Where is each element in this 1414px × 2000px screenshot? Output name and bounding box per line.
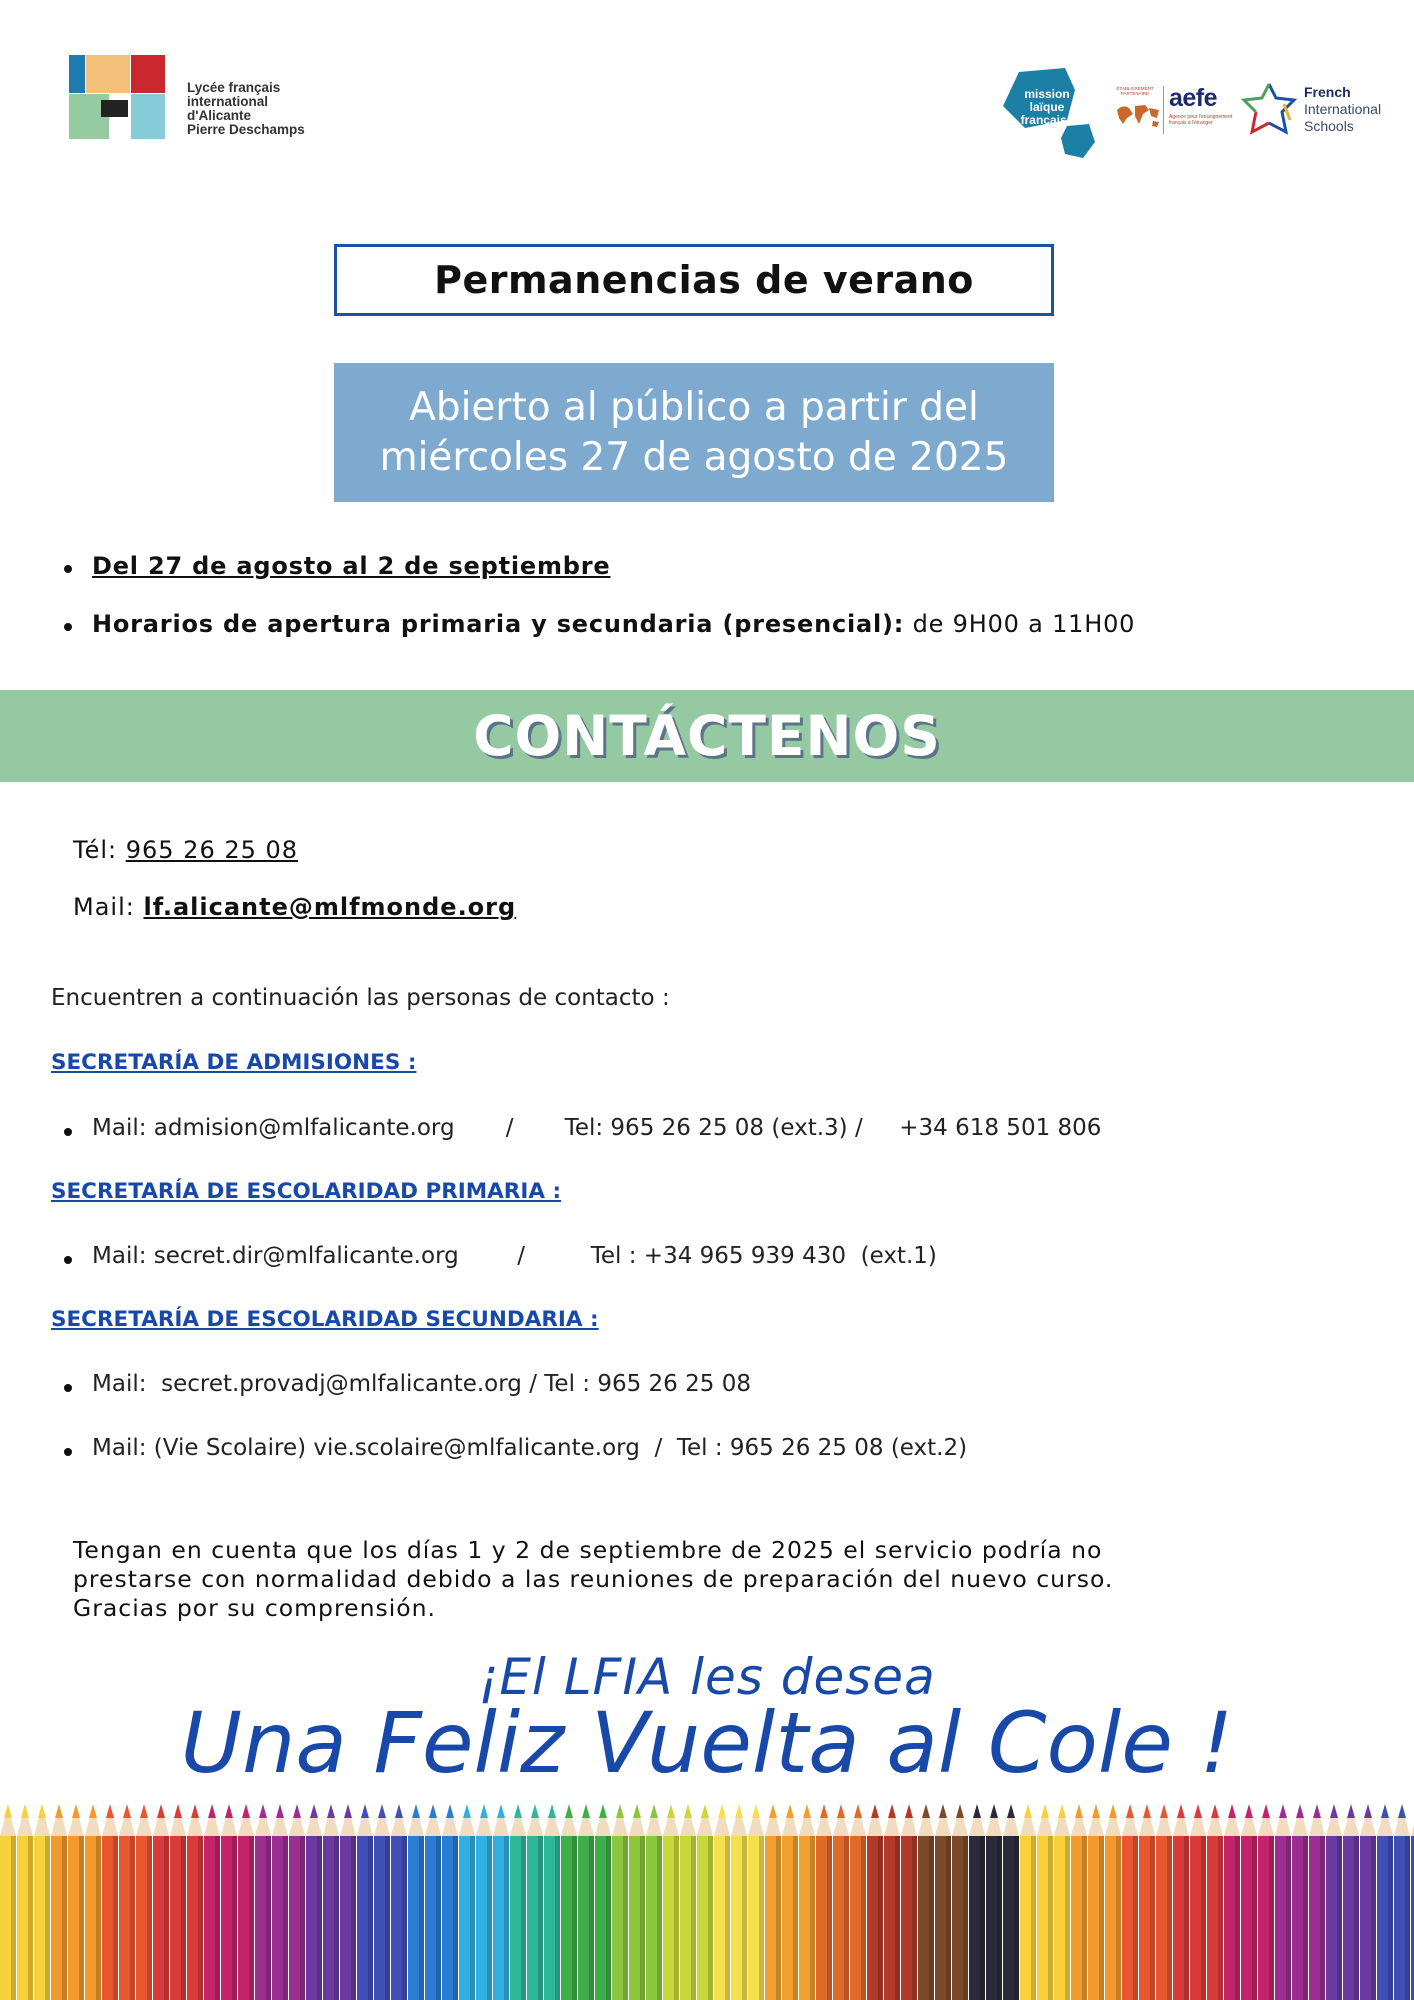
wish-line-2: Una Feliz Vuelta al Cole !: [180, 1694, 1234, 1792]
pencil-tip: [769, 1804, 777, 1818]
pencil-shade: [1031, 1836, 1036, 2000]
pencil-shade: [895, 1836, 900, 2000]
pencil-shade: [300, 1836, 305, 2000]
pencil-tip: [1109, 1804, 1117, 1818]
opening-banner: [334, 363, 1054, 502]
pencil-shade: [589, 1836, 594, 2000]
pencil-shade: [793, 1836, 798, 2000]
aefe-logo: ÉTABLISSEMENT PARTENAIRE aefe Agence pour l'enseignement français à l'étranger: [1113, 80, 1231, 140]
pencil-shade: [1235, 1836, 1240, 2000]
pencil-shade: [147, 1836, 152, 2000]
school-logo-text: Lycée français international d'Alicante Pierre Deschamps: [187, 80, 305, 137]
wish-line-1: ¡El LFIA les desea: [478, 1648, 936, 1706]
mail-link[interactable]: lf.alicante@mlfmonde.org: [143, 893, 517, 921]
pencil-tip: [786, 1804, 794, 1818]
pencil-shade: [1133, 1836, 1138, 2000]
pencil-tip: [4, 1804, 12, 1818]
pencil-tip: [242, 1804, 250, 1818]
pencil-tip: [514, 1804, 522, 1818]
pencil-shade: [521, 1836, 526, 2000]
pencil-tip: [854, 1804, 862, 1818]
pencil-tip: [616, 1804, 624, 1818]
pencil-tip: [361, 1804, 369, 1818]
pencil-shade: [28, 1836, 33, 2000]
pencil-tip: [1245, 1804, 1253, 1818]
pencil-shade: [657, 1836, 662, 2000]
pencil-tip: [1262, 1804, 1270, 1818]
pencil-tip: [565, 1804, 573, 1818]
pencil-tip: [1296, 1804, 1304, 1818]
secundaria-item-1: Mail: secret.provadj@mlfalicante.org / Tel : 965 26 25 08: [62, 1371, 751, 1397]
pencil-tip: [1160, 1804, 1168, 1818]
pencil-tip: [480, 1804, 488, 1818]
opening-line-1: Abierto al público a partir del: [409, 385, 979, 430]
pencil-shade: [1286, 1836, 1291, 2000]
pencil-shade: [1082, 1836, 1087, 2000]
pencil-shade: [1303, 1836, 1308, 2000]
pencil-shade: [827, 1836, 832, 2000]
pencil-shade: [96, 1836, 101, 2000]
pencil-shade: [385, 1836, 390, 2000]
pencil-shade: [266, 1836, 271, 2000]
pencil-shade: [963, 1836, 968, 2000]
pencil-tip: [276, 1804, 284, 1818]
schedule-hours: Horarios de apertura primaria y secundaria (presencial): de 9H00 a 11H00: [62, 610, 1362, 668]
pencil-shade: [1218, 1836, 1223, 2000]
pencil-shade: [130, 1836, 135, 2000]
notice-text: Tengan en cuenta que los días 1 y 2 de septiembre de 2025 el servicio podría no prestarse con normalidad debido a las reuniones de preparación del nuevo curso. Gracias por su comprensión.: [73, 1536, 1114, 1622]
pencil-tip: [820, 1804, 828, 1818]
pencil-tip: [1041, 1804, 1049, 1818]
pencil-tip: [378, 1804, 386, 1818]
pencil-tip: [463, 1804, 471, 1818]
pencil-tip: [1058, 1804, 1066, 1818]
pencil-shade: [1048, 1836, 1053, 2000]
opening-line-2: miércoles 27 de agosto de 2025: [379, 435, 1009, 480]
pencil-shade: [470, 1836, 475, 2000]
pencil-tip: [174, 1804, 182, 1818]
pencil-tip: [922, 1804, 930, 1818]
contact-banner: [0, 690, 1414, 782]
pencil-shade: [1184, 1836, 1189, 2000]
pencil-tip: [1075, 1804, 1083, 1818]
pencil-tip: [633, 1804, 641, 1818]
pencil-tip: [1007, 1804, 1015, 1818]
pencil-shade: [572, 1836, 577, 2000]
pencil-shade: [640, 1836, 645, 2000]
pencil-tip: [293, 1804, 301, 1818]
schedule-dates: Del 27 de agosto al 2 de septiembre: [62, 552, 1362, 610]
pencil-shade: [878, 1836, 883, 2000]
pencil-shade: [1354, 1836, 1359, 2000]
primaria-heading: SECRETARÍA DE ESCOLARIDAD PRIMARIA :: [51, 1179, 562, 1204]
pencil-shade: [606, 1836, 611, 2000]
pencil-tip: [582, 1804, 590, 1818]
pencil-shade: [351, 1836, 356, 2000]
pencil-tip: [446, 1804, 454, 1818]
pencil-shade: [776, 1836, 781, 2000]
pencil-tip: [310, 1804, 318, 1818]
pencil-shade: [317, 1836, 322, 2000]
partner-logos: [995, 58, 1390, 153]
pencil-shade: [504, 1836, 509, 2000]
pencil-shade: [11, 1836, 16, 2000]
world-map-icon: [1115, 102, 1161, 128]
pencil-tip: [1126, 1804, 1134, 1818]
pencil-tip: [718, 1804, 726, 1818]
pencil-shade: [708, 1836, 713, 2000]
pencil-shade: [79, 1836, 84, 2000]
pencil-tip: [1211, 1804, 1219, 1818]
pencil-shade: [742, 1836, 747, 2000]
pencil-shade: [1371, 1836, 1376, 2000]
pencil-tip: [684, 1804, 692, 1818]
page-title: Permanencias de verano: [434, 258, 974, 302]
pencil-tip: [429, 1804, 437, 1818]
pencil-shade: [538, 1836, 543, 2000]
pencil-shade: [1065, 1836, 1070, 2000]
pencil-shade: [759, 1836, 764, 2000]
pencil-tip: [259, 1804, 267, 1818]
colored-pencils-illustration: [0, 1796, 1414, 2000]
pencil-shade: [487, 1836, 492, 2000]
pencil-tip: [395, 1804, 403, 1818]
pencil-shade: [929, 1836, 934, 2000]
pencil-tip: [208, 1804, 216, 1818]
pencil-tip: [939, 1804, 947, 1818]
fis-logo: French International Schools: [1240, 80, 1390, 140]
pencil-tip: [752, 1804, 760, 1818]
pencil-shade: [368, 1836, 373, 2000]
title-box: [334, 244, 1054, 316]
pencil-tip: [1364, 1804, 1372, 1818]
pencil-tip: [1347, 1804, 1355, 1818]
pencil-tip: [106, 1804, 114, 1818]
pencil-tip: [1279, 1804, 1287, 1818]
secundaria-heading: SECRETARÍA DE ESCOLARIDAD SECUNDARIA :: [51, 1307, 599, 1332]
contact-phone: Tél: 965 26 25 08: [73, 836, 299, 864]
pencil-tip: [871, 1804, 879, 1818]
pencil-shade: [45, 1836, 50, 2000]
pencil-shade: [1405, 1836, 1410, 2000]
pencil-shade: [1201, 1836, 1206, 2000]
pencil-tip: [973, 1804, 981, 1818]
pencil-shade: [419, 1836, 424, 2000]
pencil-tip: [140, 1804, 148, 1818]
pencil-shade: [674, 1836, 679, 2000]
pencil-tip: [956, 1804, 964, 1818]
pencil-tip: [38, 1804, 46, 1818]
schedule-list: [62, 552, 1362, 668]
pencil-shade: [232, 1836, 237, 2000]
pencil-tip: [667, 1804, 675, 1818]
pencil-tip: [990, 1804, 998, 1818]
pencil-shade: [725, 1836, 730, 2000]
pencil-tip: [837, 1804, 845, 1818]
pencil-shade: [436, 1836, 441, 2000]
pencil-shade: [113, 1836, 118, 2000]
pencil-shade: [555, 1836, 560, 2000]
school-logo: [69, 55, 369, 145]
pencil-shade: [1269, 1836, 1274, 2000]
pencil-tip: [1381, 1804, 1389, 1818]
pencil-shade: [1014, 1836, 1019, 2000]
pencil-tip: [1177, 1804, 1185, 1818]
hexagon-star-icon: [1240, 80, 1298, 138]
contact-mail: Mail: lf.alicante@mlfmonde.org: [73, 893, 517, 921]
pencil-tip: [412, 1804, 420, 1818]
pencil-tip: [1313, 1804, 1321, 1818]
pencil-shade: [164, 1836, 169, 2000]
pencil-shade: [623, 1836, 628, 2000]
pencil-shade: [453, 1836, 458, 2000]
pencil-shade: [1337, 1836, 1342, 2000]
pencil-tip: [55, 1804, 63, 1818]
pencil-tip: [548, 1804, 556, 1818]
pencil-tip: [225, 1804, 233, 1818]
pencil-shade: [1252, 1836, 1257, 2000]
pencil-tip: [72, 1804, 80, 1818]
pencil-shade: [1099, 1836, 1104, 2000]
pencil-tip: [1024, 1804, 1032, 1818]
pencil-tip: [701, 1804, 709, 1818]
primaria-item: Mail: secret.dir@mlfalicante.org / Tel : +34 965 939 430 (ext.1): [62, 1243, 937, 1269]
pencil-shade: [62, 1836, 67, 2000]
pencil-shade: [1150, 1836, 1155, 2000]
pencil-shade: [1388, 1836, 1393, 2000]
pencil-tip: [531, 1804, 539, 1818]
admisiones-item: Mail: admision@mlfalicante.org / Tel: 965 26 25 08 (ext.3) / +34 618 501 806: [62, 1115, 1101, 1141]
pencil-shade: [198, 1836, 203, 2000]
pencil-shade: [215, 1836, 220, 2000]
pencil-shade: [1116, 1836, 1121, 2000]
phone-link[interactable]: 965 26 25 08: [125, 836, 299, 864]
school-logo-mark: [69, 55, 165, 139]
pencil-tip: [1092, 1804, 1100, 1818]
pencil-tip: [1398, 1804, 1406, 1818]
pencil-shade: [249, 1836, 254, 2000]
pencil-tip: [1228, 1804, 1236, 1818]
mlf-logo: mission laïque française: [995, 66, 1107, 158]
pencil-shade: [912, 1836, 917, 2000]
pencil-shade: [946, 1836, 951, 2000]
pencil-tip: [735, 1804, 743, 1818]
secundaria-item-2: Mail: (Vie Scolaire) vie.scolaire@mlfalicante.org / Tel : 965 26 25 08 (ext.2): [62, 1435, 967, 1461]
pencil-shade: [334, 1836, 339, 2000]
pencil-tip: [1330, 1804, 1338, 1818]
pencil-shade: [402, 1836, 407, 2000]
contacts-intro: Encuentren a continuación las personas de contacto :: [51, 985, 670, 1011]
pencil-tip: [497, 1804, 505, 1818]
pencil-tip: [888, 1804, 896, 1818]
pencil-tip: [21, 1804, 29, 1818]
pencil-shade: [691, 1836, 696, 2000]
pencil-shade: [997, 1836, 1002, 2000]
pencil-shade: [861, 1836, 866, 2000]
pencil-tip: [89, 1804, 97, 1818]
pencil-shade: [980, 1836, 985, 2000]
pencil-tip: [905, 1804, 913, 1818]
pencil-tip: [803, 1804, 811, 1818]
pencil-shade: [283, 1836, 288, 2000]
pencil-shade: [810, 1836, 815, 2000]
pencil-tip: [123, 1804, 131, 1818]
pencil-shade: [1167, 1836, 1172, 2000]
pencil-tip: [1143, 1804, 1151, 1818]
pencil-tip: [191, 1804, 199, 1818]
admisiones-heading: SECRETARÍA DE ADMISIONES :: [51, 1050, 417, 1075]
pencil-tip: [650, 1804, 658, 1818]
pencil-shade: [1320, 1836, 1325, 2000]
contact-heading: CONTÁCTENOS: [473, 704, 941, 768]
pencil-tip: [327, 1804, 335, 1818]
pencil-tip: [599, 1804, 607, 1818]
pencil-shade: [181, 1836, 186, 2000]
pencil-tip: [157, 1804, 165, 1818]
pencil-shade: [844, 1836, 849, 2000]
pencil-tip: [344, 1804, 352, 1818]
pencil-tip: [1194, 1804, 1202, 1818]
